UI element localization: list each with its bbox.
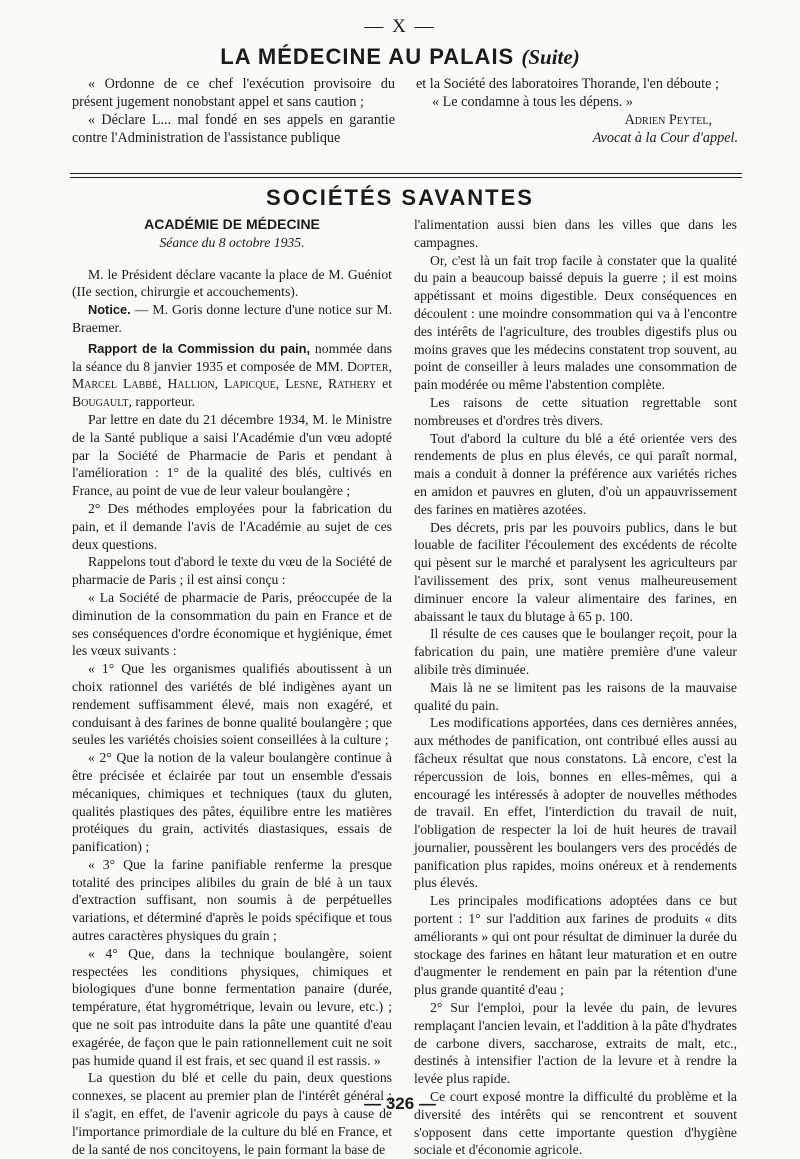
section-title-societes-savantes: SOCIÉTÉS SAVANTES [266,185,534,210]
paragraph: Les raisons de cette situation regrettable sont nombreuses et d'ordres très divers. [414,394,737,428]
signature-name: Adrien Peytel, [624,112,712,128]
paragraph: « 1° Que les organismes qualifiés aboutissent à un choix rationnel des variétés de blé indigènes ayant un rendement suffisamment élevé, mais non exagéré, et conduisant à des farines de bonne qualité boulangère ; que seules les variétés choisies soient conseillées à la culture ; [72,661,392,748]
report-text: nommée dans la séance du 8 janvier 1935 et composée de MM. [72,340,392,374]
paragraph: Les modifications apportées, dans ces dernières années, aux méthodes de panification, ont contribué elles aussi au fâcheux résultat que nous constatons. Là encore, c'est la répercussion de lois, bonnes en elles-mêmes, qui a encouragé les intéressés à adopter de nouvelles méthodes de travail. En effet, l'interdiction du travail de nuit, l'obligation de respecter la loi de huit heures de travail journalier, poussèrent les boulangers vers des procédés de panification plus rapides, moins onéreux et à rendements plus élevés. [414,715,737,891]
report-text: , rapporteur. [128,394,196,410]
member-names: Dopter, Marcel Labbé, Hallion, Lapicque, Lesne, Rathery [72,358,392,392]
rapporteur-name: Bougault [72,394,129,410]
paragraph: Or, c'est là un fait trop facile à constater que la qualité du pain a beaucoup baissé depuis la guerre ; il est moins appétissant et moins digestible. Deux conséquences en découlent : une moindre consommation qui va à l'encontre des intérêts de l'agriculture, des troubles digestifs plus ou moins graves que les médecins constatent trop souvent, au point de conseiller à leurs malades une consommation de pain modérée ou même l'abstention complète. [414,252,737,393]
notice-text: — M. Goris donne lecture d'une notice sur M. Braemer. [72,302,392,335]
roman-page-marker: — X — [364,16,436,37]
paragraph: Mais là ne se limitent pas les raisons de la mauvaise qualité du pain. [414,679,737,713]
paragraph: Les principales modifications adoptées dans ce but portent : 1° sur l'addition aux farines de produits « dits améliorants » qui ont pour résultat de diminuer la durée du stockage des farines en hâtant leur maturation et en outre d'augmenter le rendement en pain par la rétention d'une plus grande quantité d'eau ; [414,893,737,998]
paragraph: « 3° Que la farine panifiable renferme la presque totalité des principes alibiles du grain de blé à un taux d'extraction suffisant, non soumis à de perpétuelles variations, et déterminé d'après le poids spécifique et tous autres caractères physiques du grain ; [72,856,392,944]
divider-rule [70,173,742,174]
paragraph: « 2° Que la notion de la valeur boulangère continue à être précisée et éclairée par tout un ensemble d'essais mécaniques, chimiques et techniques (taux du gluten, qualités plastiques des pâtes, équilibre entre les matières protéiques du grain, activités diastasiques, essais de panification) ; [72,750,392,855]
section-title-medecine-au-palais [0,44,800,70]
paragraph: Rappelons tout d'abord le texte du vœu de la Société de pharmacie de Paris ; il est ainsi conçu : [72,554,392,588]
paragraph: 2° Sur l'emploi, pour la levée du pain, de levures remplaçant l'ancien levain, et l'addition à la pâte d'hydrates de carbone divers, saccharose, extraits de malt, etc., destinés à intensifier l'action de la levure et à rendre la levée plus rapide. [414,1000,737,1087]
paragraph: La question du blé et celle du pain, deux questions connexes, se placent au premier plan de l'intérêt général ; il s'agit, en effet, de l'avenir agricole du pays à cause de l'importance primordiale de la culture du blé en France, et de la santé de nos concitoyens, le pain formant la base de [72,1070,392,1157]
paragraph: « Ordonne de ce chef l'exécution provisoire du présent jugement nonobstant appel et sans caution ; [72,76,395,110]
paragraph: Tout d'abord la culture du blé a été orientée vers des rendements de plus en plus élevés, ce qui paraît normal, mais a conduit à donner la préférence aux variétés riches en amidon et pauvres en gluten, d'où un appauvrissement des farines en matières azotées. [414,430,737,517]
main-right-column [414,216,737,1159]
divider-rule-thin [70,177,742,178]
paragraph: Il résulte de ces causes que le boulanger reçoit, pour la fabrication du pain, une matière première d'une valeur alibile très diminuée. [414,626,737,677]
notice-label: Notice. [88,302,131,318]
paragraph: Par lettre en date du 21 décembre 1934, M. le Ministre de la Santé publique a saisi l'Académie d'un vœu adopté par la Société de Pharmacie de Paris et pendant à l'amélioration : 1° de la qualité des blés, cultivés en France, au point de vue de leur valeur boulangère ; [72,411,392,499]
signature-role: Avocat à la Cour d'appel. [592,130,738,146]
paragraph: « Le condamne à tous les dépens. » [432,94,633,110]
academy-heading: ACADÉMIE DE MÉDECINE [144,216,320,232]
main-left-column [72,216,392,1158]
paragraph: « La Société de pharmacie de Paris, préoccupée de la diminution de la consommation du pain en France et de ses conséquences d'ordre économique et hygiénique, émet les vœux suivants : [72,589,392,659]
top-right-column [416,75,738,147]
title-text: LA MÉDECINE AU PALAIS [220,44,515,69]
top-left-column [72,75,395,147]
paragraph: et la Société des laboratoires Thorande, l'en déboute ; [416,76,719,92]
report-text: et [376,376,393,392]
paragraph: M. le Président déclare vacante la place de M. Guéniot (IIe section, chirurgie et accouchements). [72,266,392,300]
session-date: Séance du 8 octobre 1935. [159,234,305,250]
page-number: — 326 — [364,1094,436,1113]
paragraph: l'alimentation aussi bien dans les villes que dans les campagnes. [414,217,737,250]
title-suite: (Suite) [521,45,580,69]
paragraph: Ce court exposé montre la difficulté du problème et la diversité des intérêts qui se rencontrent et souvent s'opposent dans cette importante question d'hygiène sociale et d'économie agricole. [414,1089,737,1158]
paragraph [72,340,392,411]
paragraph: « Déclare L... mal fondé en ses appels en garantie contre l'Administration de l'assistance publique [72,112,395,146]
report-label: Rapport de la Commission du pain, [88,340,310,356]
paragraph: Des décrets, pris par les pouvoirs publics, dans le but louable de faciliter l'écoulement des excédents de récolte qui pèsent sur le marché et paralysent les agriculteurs par l'avilissement des prix, sont venus malheureusement diminuer encore la valeur alimentaire des farines, en abaissant le taux du blutage à 65 p. 100. [414,519,737,624]
paragraph [72,301,392,337]
paragraph: 2° Des méthodes employées pour la fabrication du pain, et il demande l'avis de l'Académie au sujet de ces deux questions. [72,500,392,552]
paragraph: « 4° Que, dans la technique boulangère, soient respectées les conditions physiques, chimiques et biologiques d'une bonne fermentation panaire (durée, température, état hygrométrique, levain ou levure, etc.) ; que ne soit pas introduite dans la pâte une quantité d'eau exagérée, de façon que le pain rationnellement cuit ne soit pas humide quand il est frais, et sec quand il est rassis. » [72,945,392,1068]
